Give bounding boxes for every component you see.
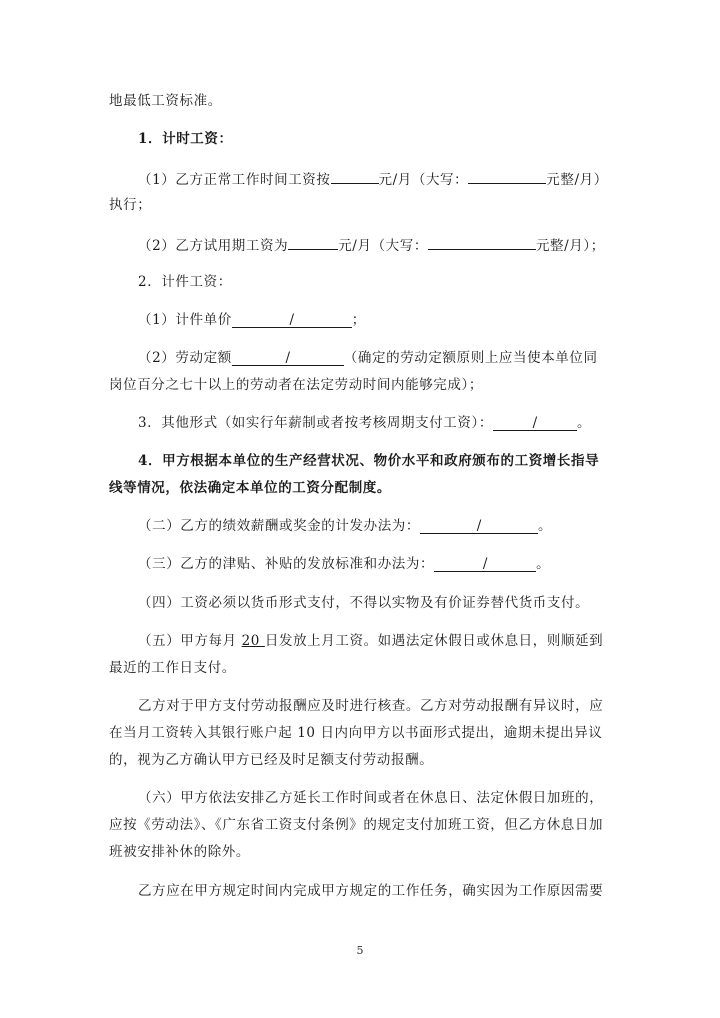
labor-quota-blank[interactable]: / bbox=[232, 351, 344, 366]
paragraph-line: （四）工资必须以货币形式支付，不得以实物及有价证券替代货币支付。 bbox=[138, 595, 590, 611]
probation-amount-blank[interactable] bbox=[288, 235, 338, 250]
piece-rate-blank[interactable]: / bbox=[232, 313, 352, 328]
performance-pay-line bbox=[138, 517, 638, 535]
other-forms-line bbox=[138, 414, 638, 432]
allowance-line bbox=[138, 555, 638, 573]
text-segment: （1）计件单价 bbox=[138, 312, 232, 328]
allowance-blank[interactable]: / bbox=[434, 557, 536, 572]
paragraph-line: 乙方对于甲方支付劳动报酬应及时进行核查。乙方对劳动报酬有异议时，应 bbox=[138, 698, 604, 714]
text-segment: 。 bbox=[536, 556, 551, 572]
wage-amount-blank[interactable] bbox=[331, 169, 379, 184]
paragraph-line: 乙方应在甲方规定时间内完成甲方规定的工作任务，确实因为工作原因需要 bbox=[138, 883, 604, 899]
paragraph-line: 最近的工作日支付。 bbox=[109, 660, 236, 676]
text-segment: 元/月（大写： bbox=[378, 172, 469, 188]
text-segment: （2）劳动定额 bbox=[138, 350, 232, 366]
text-segment: 3．其他形式（如实行年薪制或者按考核周期支付工资）： bbox=[138, 415, 493, 431]
section-heading-piece-wage: 2．计件工资： bbox=[138, 274, 232, 290]
text-segment: （三）乙方的津贴、补贴的发放标准和办法为： bbox=[138, 556, 435, 572]
section-heading-hourly-wage: 1．计时工资： bbox=[138, 131, 233, 147]
text-segment: 日发放上月工资。如遇法定休假日或休息日，则顺延到 bbox=[264, 633, 604, 649]
text-segment: ； bbox=[351, 312, 366, 328]
text-segment: （1）乙方正常工作时间工资按 bbox=[138, 172, 331, 188]
text-segment: 。 bbox=[538, 518, 553, 534]
probation-wage-line bbox=[138, 235, 638, 255]
paragraph-line: 的，视为乙方确认甲方已经及时足额支付劳动报酬。 bbox=[109, 752, 434, 768]
text-segment: （确定的劳动定额原则上应当使本单位同 bbox=[343, 350, 598, 366]
text-segment: 。 bbox=[576, 415, 592, 431]
probation-amount-uppercase-blank[interactable] bbox=[428, 235, 536, 250]
paragraph-line: 执行； bbox=[109, 197, 152, 213]
paragraph-line: 在当月工资转入其银行账户起 10 日内向甲方以书面形式提出，逾期未提出异议 bbox=[109, 725, 603, 741]
text-segment: （五）甲方每月 bbox=[138, 633, 242, 649]
paragraph-line: 线等情况，依法确定本单位的工资分配制度。 bbox=[109, 480, 391, 496]
page-number: 5 bbox=[356, 944, 364, 957]
paragraph-line: 班被安排补休的除外。 bbox=[109, 844, 250, 860]
text-segment: 元整/月）； bbox=[535, 238, 605, 254]
paragraph-line: 应按《劳动法》、《广东省工资支付条例》的规定支付加班工资，但乙方休息日加 bbox=[109, 817, 604, 833]
text-segment: （2）乙方试用期工资为 bbox=[138, 238, 289, 254]
payday-value: 20 bbox=[241, 633, 265, 649]
text-segment: （二）乙方的绩效薪酬或奖金的计发办法为： bbox=[138, 518, 420, 534]
paragraph-line: 岗位百分之七十以上的劳动者在法定劳动时间内能够完成）； bbox=[109, 377, 483, 393]
text-segment: 元/月（大写： bbox=[338, 238, 428, 254]
paragraph-line: 地最低工资标准。 bbox=[109, 93, 222, 109]
other-forms-blank[interactable]: / bbox=[493, 416, 577, 431]
hourly-wage-line bbox=[138, 169, 638, 189]
payday-line bbox=[138, 632, 638, 650]
paragraph-line: （六）甲方依法安排乙方延长工作时间或者在休息日、法定休假日加班的， bbox=[138, 790, 604, 806]
piece-rate-line bbox=[138, 311, 638, 329]
wage-amount-uppercase-blank[interactable] bbox=[468, 169, 546, 184]
labor-quota-line bbox=[138, 349, 638, 367]
performance-pay-blank[interactable]: / bbox=[420, 519, 538, 534]
paragraph-line: 4．甲方根据本单位的生产经营状况、物价水平和政府颁布的工资增长指导 bbox=[138, 453, 600, 469]
text-segment: 元整/月） bbox=[546, 172, 608, 188]
